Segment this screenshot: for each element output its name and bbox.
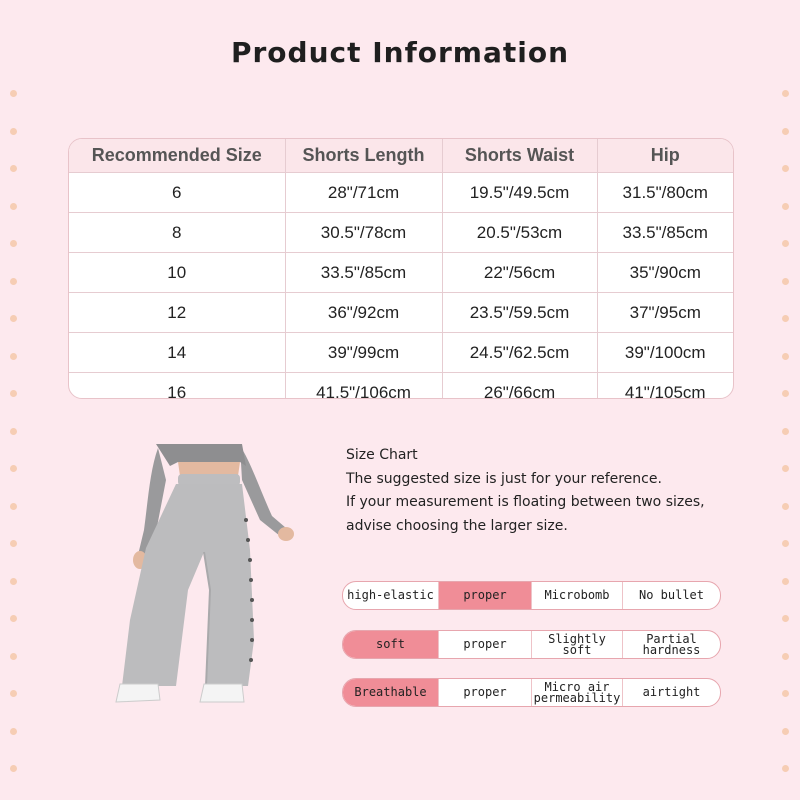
- table-cell: 41.5"/106cm: [285, 373, 442, 400]
- decorative-dot: [782, 390, 789, 397]
- table-cell: 6: [69, 173, 285, 213]
- attribute-label: high-elastic: [347, 588, 434, 602]
- attribute-label: airtight: [642, 685, 701, 699]
- decorative-dots-left: [10, 90, 18, 790]
- table-cell: 14: [69, 333, 285, 373]
- table-row: [69, 373, 733, 400]
- decorative-dot: [10, 690, 17, 697]
- notes-line: The suggested size is just for your reference.: [346, 470, 662, 487]
- decorative-dot: [782, 465, 789, 472]
- decorative-dot: [10, 728, 17, 735]
- decorative-dot: [10, 653, 17, 660]
- decorative-dot: [10, 615, 17, 622]
- decorative-dot: [10, 315, 17, 322]
- decorative-dot: [782, 240, 789, 247]
- decorative-dot: [782, 203, 789, 210]
- table-cell: 30.5"/78cm: [285, 213, 442, 253]
- attribute-cell: [532, 582, 623, 609]
- attribute-cell: [532, 679, 623, 706]
- table-header-cell: Recommended Size: [69, 139, 285, 173]
- table-cell: 33.5"/85cm: [285, 253, 442, 293]
- attribute-cell: [623, 679, 720, 706]
- table-cell: 16: [69, 373, 285, 400]
- attribute-cell-selected: [343, 631, 439, 658]
- decorative-dot: [10, 465, 17, 472]
- decorative-dots-right: [782, 90, 790, 790]
- attribute-row: [342, 581, 721, 610]
- attribute-label: proper: [463, 588, 507, 602]
- table-cell: 8: [69, 213, 285, 253]
- decorative-dot: [782, 653, 789, 660]
- decorative-dot: [782, 315, 789, 322]
- attribute-label: Microbomb: [544, 588, 610, 602]
- table-cell: 31.5"/80cm: [597, 173, 733, 213]
- attribute-cell-selected: [439, 582, 532, 609]
- table-header-cell: Shorts Length: [285, 139, 442, 173]
- table-row: [69, 213, 733, 253]
- attribute-label: Micro air permeability: [533, 679, 621, 705]
- attribute-label: proper: [463, 685, 507, 699]
- size-table: [68, 138, 734, 399]
- decorative-dot: [782, 278, 789, 285]
- attribute-cell: [623, 582, 720, 609]
- table-header-cell: Hip: [597, 139, 733, 173]
- attribute-cell: [343, 582, 439, 609]
- decorative-dot: [10, 428, 17, 435]
- table-row: [69, 173, 733, 213]
- table-cell: 28"/71cm: [285, 173, 442, 213]
- decorative-dot: [10, 578, 17, 585]
- notes-line: advise choosing the larger size.: [346, 517, 568, 534]
- notes-line: If your measurement is floating between two sizes,: [346, 494, 705, 510]
- decorative-dot: [782, 165, 789, 172]
- decorative-dot: [10, 90, 17, 97]
- attribute-label: proper: [463, 637, 507, 651]
- table-row: [69, 253, 733, 293]
- table-row: [69, 333, 733, 373]
- table-cell: 22"/56cm: [442, 253, 597, 293]
- decorative-dot: [10, 240, 17, 247]
- decorative-dot: [782, 90, 789, 97]
- attribute-cell: [532, 631, 623, 658]
- decorative-dot: [782, 428, 789, 435]
- decorative-dot: [10, 390, 17, 397]
- attribute-label: No bullet: [638, 588, 705, 602]
- decorative-dot: [782, 765, 789, 772]
- table-body: [69, 173, 733, 400]
- page-title: Product Information: [230, 36, 570, 69]
- attribute-label: soft: [376, 637, 405, 651]
- decorative-dot: [782, 578, 789, 585]
- attribute-cell-selected: [343, 679, 439, 706]
- table-cell: 12: [69, 293, 285, 333]
- table-cell: 39"/99cm: [285, 333, 442, 373]
- decorative-dot: [782, 503, 789, 510]
- decorative-dot: [782, 540, 789, 547]
- notes-heading: Size Chart: [346, 447, 418, 463]
- table-cell: 39"/100cm: [597, 333, 733, 373]
- table-cell: 24.5"/62.5cm: [442, 333, 597, 373]
- decorative-dot: [10, 540, 17, 547]
- decorative-dot: [10, 503, 17, 510]
- attribute-label: Partial hardness: [642, 631, 701, 657]
- table-header-cell: Shorts Waist: [442, 139, 597, 173]
- model-photo: [100, 440, 320, 720]
- decorative-dot: [782, 728, 789, 735]
- table-cell: 36"/92cm: [285, 293, 442, 333]
- table-header-row: [69, 139, 733, 173]
- table-cell: 33.5"/85cm: [597, 213, 733, 253]
- decorative-dot: [782, 690, 789, 697]
- table-cell: 20.5"/53cm: [442, 213, 597, 253]
- attribute-cell: [439, 631, 532, 658]
- table-cell: 35"/90cm: [597, 253, 733, 293]
- table-cell: 10: [69, 253, 285, 293]
- table-cell: 23.5"/59.5cm: [442, 293, 597, 333]
- decorative-dot: [782, 128, 789, 135]
- attribute-cell: [439, 679, 532, 706]
- decorative-dot: [10, 203, 17, 210]
- attribute-label: Breathable: [354, 685, 427, 699]
- decorative-dot: [10, 353, 17, 360]
- decorative-dot: [10, 165, 17, 172]
- attribute-cell: [623, 631, 720, 658]
- attribute-row: [342, 678, 721, 707]
- table-row: [69, 293, 733, 333]
- table-cell: 41"/105cm: [624, 382, 706, 399]
- decorative-dot: [782, 615, 789, 622]
- attribute-label: Slightly soft: [548, 631, 606, 657]
- decorative-dot: [10, 278, 17, 285]
- decorative-dot: [782, 353, 789, 360]
- decorative-dot: [10, 765, 17, 772]
- table-cell: 37"/95cm: [597, 293, 733, 333]
- table-cell: 26"/66cm: [442, 373, 597, 400]
- attribute-row: [342, 630, 721, 659]
- size-notes: [346, 444, 766, 538]
- table-cell: 19.5"/49.5cm: [442, 173, 597, 213]
- decorative-dot: [10, 128, 17, 135]
